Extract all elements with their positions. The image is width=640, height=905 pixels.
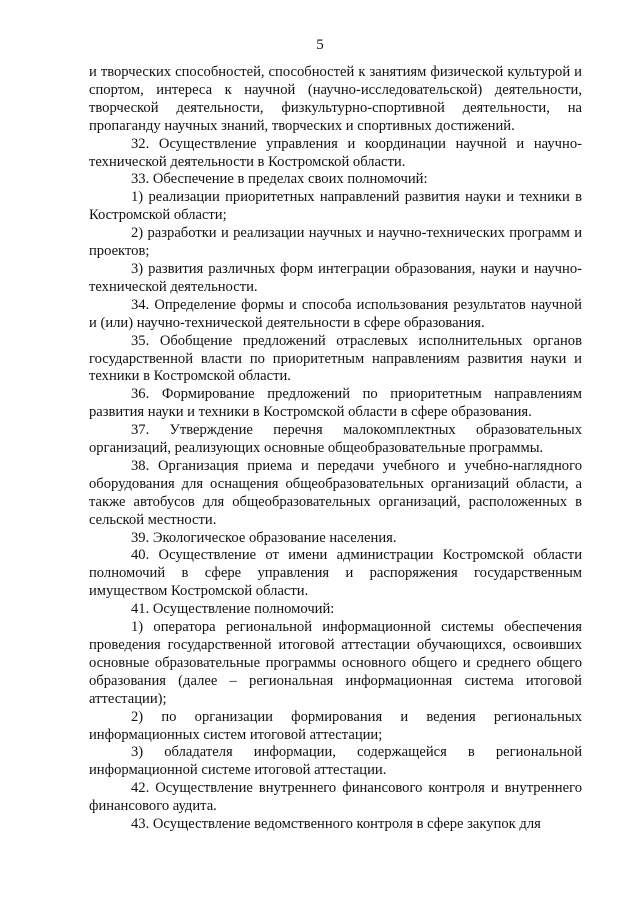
paragraph-item-42: 42. Осуществление внутреннего финансового контроля и внутреннего финансового аудита. [89,780,582,815]
paragraph-subitem-33-3: 3) развития различных форм интеграции образования, науки и научно-технической деятельности. [89,260,582,295]
paragraph-item-32: 32. Осуществление управления и координации научной и научно-технической деятельности в Костромской области. [89,135,582,170]
paragraph-item-38: 38. Организация приема и передачи учебного и учебно-наглядного оборудования для оснащения общеобразовательных организаций области, а также автобусов для общеобразовательных организаций, расположенных в сельской местности. [89,457,582,528]
paragraph-subitem-41-3: 3) обладателя информации, содержащейся в региональной информационной системе итоговой аттестации. [89,744,582,779]
paragraph-item-39: 39. Экологическое образование населения. [131,529,397,546]
paragraph-item-34: 34. Определение формы и способа использования результатов научной и (или) научно-технической деятельности в сфере образования. [89,296,582,331]
paragraph-item-33: 33. Обеспечение в пределах своих полномочий: [131,171,428,188]
paragraph-subitem-41-2: 2) по организации формирования и ведения региональных информационных систем итоговой аттестации; [89,708,582,743]
paragraph-subitem-33-2: 2) разработки и реализации научных и научно-технических программ и проектов; [89,225,582,260]
paragraph-item-43: 43. Осуществление ведомственного контроля в сфере закупок для [131,816,541,833]
paragraph-continuation: и творческих способностей, способностей к занятиям физической культурой и спортом, интереса к научной (научно-исследовательской) деятельности, творческой деятельности, физкультурно-спортивной деятельности, на пропаганду научных знаний, творческих и спортивных достижений. [89,64,582,134]
paragraph-item-37: 37. Утверждение перечня малокомплектных образовательных организаций, реализующих основные общеобразовательные программы. [89,422,582,457]
page-number: 5 [316,37,324,53]
document-body [89,64,582,834]
paragraph-item-40: 40. Осуществление от имени администрации Костромской области полномочий в сфере управления и распоряжения государственным имуществом Костромской области. [89,547,582,600]
paragraph-item-36: 36. Формирование предложений по приоритетным направлениям развития науки и техники в Костромской области в сфере образования. [89,386,582,421]
paragraph-item-35: 35. Обобщение предложений отраслевых исполнительных органов государственной власти по приоритетным направлениям развития науки и техники в Костромской области. [89,332,582,385]
paragraph-item-41: 41. Осуществление полномочий: [131,601,335,618]
paragraph-subitem-33-1: 1) реализации приоритетных направлений развития науки и техники в Костромской области; [89,189,582,224]
paragraph-subitem-41-1: 1) оператора региональной информационной системы обеспечения проведения государственной итоговой аттестации обучающихся, освоивших основные образовательные программы основного общего и среднего общего образования (далее – региональная информационная система итоговой аттестации); [89,619,582,707]
